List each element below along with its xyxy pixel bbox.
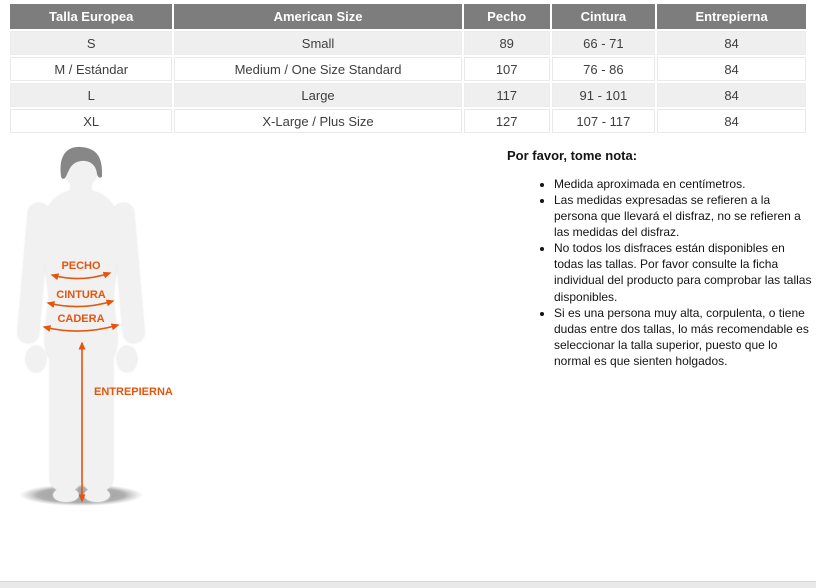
table-cell: Small bbox=[174, 31, 461, 55]
body-measurement-diagram bbox=[10, 146, 220, 536]
note-item: • Las medidas expresadas se refieren a la persona que llevará el disfraz, no se refieren a las medidas del disfraz. bbox=[554, 192, 816, 240]
column-header-american-size: American Size bbox=[174, 4, 461, 29]
column-header-pecho: Pecho bbox=[464, 4, 550, 29]
cadera-label: CADERA bbox=[57, 313, 105, 325]
table-cell: 84 bbox=[657, 83, 806, 107]
table-cell: 84 bbox=[657, 57, 806, 81]
table-cell: 91 - 101 bbox=[552, 83, 655, 107]
table-cell: Medium / One Size Standard bbox=[174, 57, 461, 81]
notes-title: Por favor, tome nota: bbox=[507, 148, 638, 163]
note-item: • No todos los disfraces están disponibles en todas las tallas. Por favor consulte la ficha individual del producto para comprobar las tallas disponibles. bbox=[554, 240, 816, 304]
table-cell: L bbox=[10, 83, 172, 107]
table-row bbox=[10, 83, 806, 107]
body-silhouette bbox=[17, 149, 145, 502]
table-cell: M / Estándar bbox=[10, 57, 172, 81]
size-chart-table bbox=[8, 2, 808, 135]
column-header-cintura: Cintura bbox=[552, 4, 655, 29]
table-cell: 76 - 86 bbox=[552, 57, 655, 81]
table-row bbox=[10, 31, 806, 55]
table-cell: XL bbox=[10, 109, 172, 133]
notes-section bbox=[505, 146, 816, 369]
table-cell: 66 - 71 bbox=[552, 31, 655, 55]
table-cell: 107 - 117 bbox=[552, 109, 655, 133]
table-cell: 84 bbox=[657, 109, 806, 133]
table-row bbox=[10, 109, 806, 133]
note-item: • Si es una persona muy alta, corpulenta, o tiene dudas entre dos tallas, lo más recomendable es seleccionar la talla superior, puesto que lo normal es que sienten holgados. bbox=[554, 305, 816, 369]
table-row bbox=[10, 57, 806, 81]
cintura-label: CINTURA bbox=[56, 289, 106, 301]
table-cell: 117 bbox=[464, 83, 550, 107]
entrepierna-label: ENTREPIERNA bbox=[94, 386, 173, 398]
table-cell: 84 bbox=[657, 31, 806, 55]
column-header-talla-europea: Talla Europea bbox=[10, 4, 172, 29]
table-cell: 89 bbox=[464, 31, 550, 55]
table-cell: 107 bbox=[464, 57, 550, 81]
column-header-entrepierna: Entrepierna bbox=[657, 4, 806, 29]
table-cell: S bbox=[10, 31, 172, 55]
table-cell: Large bbox=[174, 83, 461, 107]
table-cell: 127 bbox=[464, 109, 550, 133]
bottom-divider-bar bbox=[0, 581, 816, 588]
pecho-label: PECHO bbox=[61, 260, 101, 272]
notes-list bbox=[505, 176, 816, 369]
size-chart-body bbox=[10, 31, 806, 133]
floor-shadow bbox=[19, 484, 143, 506]
table-cell: X-Large / Plus Size bbox=[174, 109, 461, 133]
note-item: • Medida aproximada en centímetros. bbox=[554, 176, 816, 192]
size-chart-header bbox=[10, 4, 806, 29]
